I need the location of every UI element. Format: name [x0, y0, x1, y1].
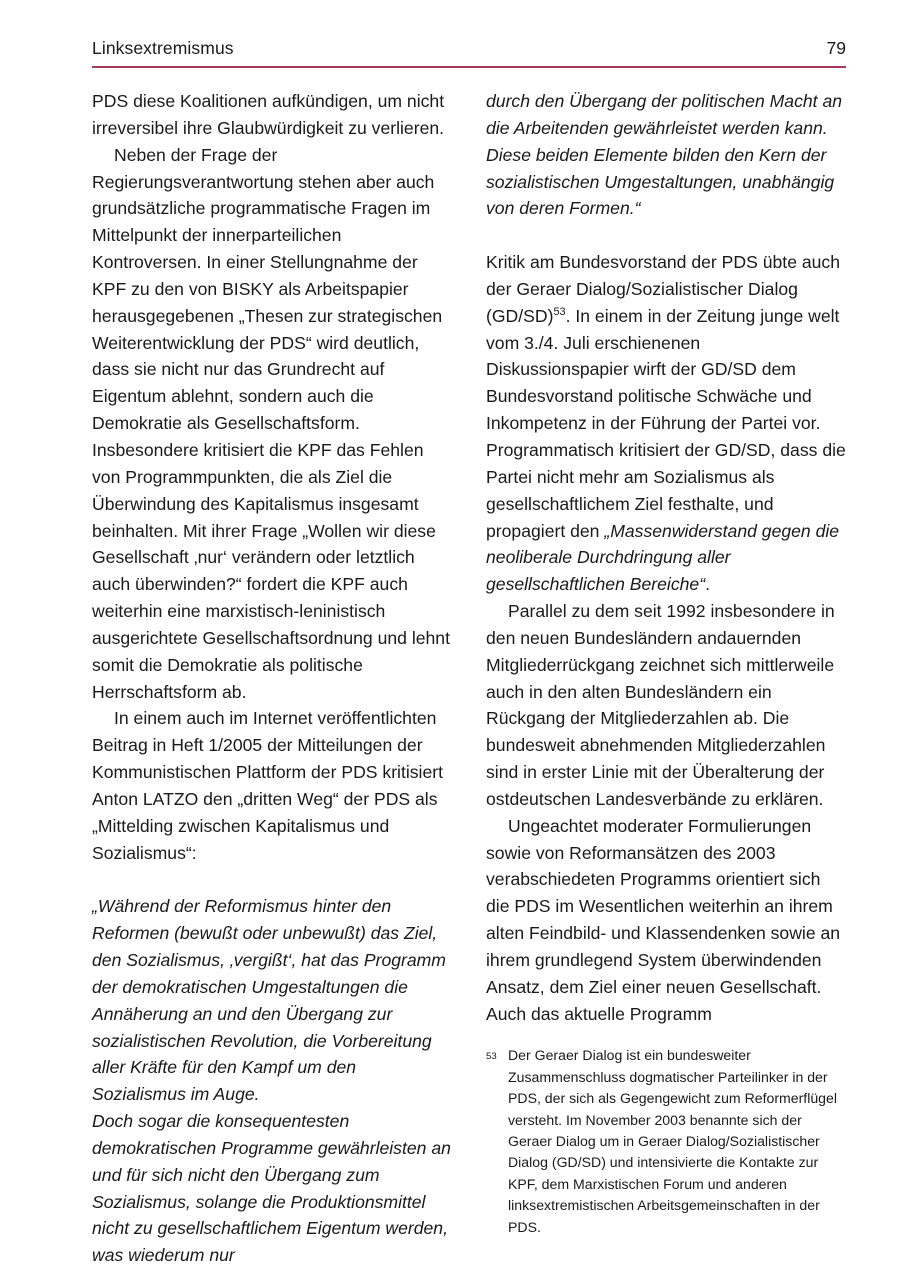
text-run: . In einem in der Zeitung junge welt vom 3./4. Juli erschienenen Diskussionspapier wirft der GD/SD dem Bundesvorstand politische Schwäche und Inkompetenz in der Führung der Partei vor. Programmatisch kritisiert der GD/SD, dass die Partei nicht mehr am Sozialismus als gesellschaftlichem Ziel festhalte, und propagiert den — [486, 305, 846, 541]
footnote-reference[interactable]: 53 — [553, 305, 566, 318]
paragraph-latzo-dritter-weg: In einem auch im Internet veröffentlichten Beitrag in Heft 1/2005 der Mitteilungen der Kommunistischen Plattform der PDS kritisiert Anton LATZO den „dritten Weg“ der PDS als „Mittelding zwischen Kapitalismus und Sozialismus“: — [92, 708, 443, 863]
blockquote-latzo-part-2: Doch sogar die konsequentesten demokratischen Programme gewährleisten an und für sich nicht den Übergang zum Sozialismus, solange die Produktionsmittel nicht zu gesellschaftlichem Eigentum werden, was wiederum nur — [92, 1111, 451, 1266]
running-head-title: Linksextremismus — [92, 38, 234, 58]
footnote-text: Der Geraer Dialog ist ein bundesweiter Zusammenschluss dogmatischer Parteilinker in der PDS, der sich als Gegengewicht zum Reformerflügel versteht. Im November 2003 benannte sich der Geraer Dialog um in Geraer Dialog/Sozialistischer Dialog (GD/SD) und intensivierte die Kontakte zur KPF, dem Marxistischen Forum und anderen linksextremistischen Arbeitsgemeinschaften in der PDS. — [508, 1047, 837, 1235]
inline-quote: „Massenwiderstand gegen die neoliberale Durchdringung aller gesellschaftlichen Bereiche“ — [486, 520, 840, 595]
footnote-marker: 53 — [486, 1051, 497, 1063]
running-head — [92, 38, 846, 68]
blockquote-latzo-part-1: „Während der Reformismus hinter den Reformen (bewußt oder unbewußt) das Ziel, den Sozialismus, ‚vergißt‘, hat das Programm der demokratischen Umgestaltungen die Annäherung an und den Übergang zur sozialistischen Revolution, die Vorbereitung aller Kräfte für den Kampf um den Sozialismus im Auge. — [92, 896, 446, 1105]
paragraph-feindbild-klassendenken: Ungeachtet moderater Formulierungen sowie von Reformansätzen des 2003 verabschiedeten Programms orientiert sich die PDS im Wesentlichen weiterhin an ihrem alten Feindbild- und Klassendenken sowie an ihrem grundlegend System überwindenden Ansatz, dem Ziel einer neuen Gesellschaft. Auch das aktuelle Programm — [486, 815, 841, 1024]
page-number: 79 — [826, 38, 846, 58]
column-right — [486, 88, 846, 1238]
footnote-area — [486, 1039, 846, 1238]
paragraph-mitgliederrueckgang: Parallel zu dem seit 1992 insbesondere in den neuen Bundesländern andauernden Mitgliederrückgang zeichnet sich mittlerweile auch in den alten Bundesländern ein Rückgang der Mitgliederzahlen ab. Die bundesweit abnehmenden Mitgliederzahlen sind in erster Linie mit der Überalterung der ostdeutschen Landesverbände zu erklären. — [486, 601, 835, 809]
paragraph-geraer-dialog — [486, 249, 846, 598]
paragraph-pds-koalitionen: PDS diese Koalitionen aufkündigen, um nicht irreversibel ihre Glaubwürdigkeit zu verlieren. — [92, 91, 445, 138]
body-columns — [92, 88, 846, 1266]
column-left — [92, 88, 452, 1266]
footnote-53 — [486, 1045, 846, 1238]
text-run: Kritik am Bundesvorstand der PDS übte auch der Geraer Dialog/Sozialistischer Dialog (GD/SD) — [486, 252, 841, 326]
paragraph-regierungsverantwortung: Neben der Frage der Regierungsverantwortung stehen aber auch grundsätzliche programmatische Fragen im Mittelpunkt der innerparteilichen Kontroversen. In einer Stellungnahme der KPF zu den von BISKY als Arbeitspapier herausgegebenen „Thesen zur strategischen Weiterentwicklung der PDS“ wird deutlich, dass sie nicht nur das Grundrecht auf Eigentum ablehnt, sondern auch die Demokratie als Gesellschaftsform. Insbesondere kritisiert die KPF das Fehlen von Programmpunkten, die als Ziel die Überwindung des Kapitalismus insgesamt beinhalten. Mit ihrer Frage „Wollen wir diese Gesellschaft ‚nur‘ verändern oder letztlich auch überwinden?“ fordert die KPF auch weiterhin eine marxistisch-leninistisch ausgerichtete Gesellschaftsordnung und lehnt somit die Demokratie als politische Herrschaftsform ab. — [92, 144, 450, 702]
text-run: . — [705, 574, 710, 595]
blockquote-latzo-part-3: durch den Übergang der politischen Macht an die Arbeitenden gewährleistet werden kann. Diese beiden Elemente bilden den Kern der sozialistischen Umgestaltungen, unabhängig von deren Formen.“ — [486, 91, 843, 219]
